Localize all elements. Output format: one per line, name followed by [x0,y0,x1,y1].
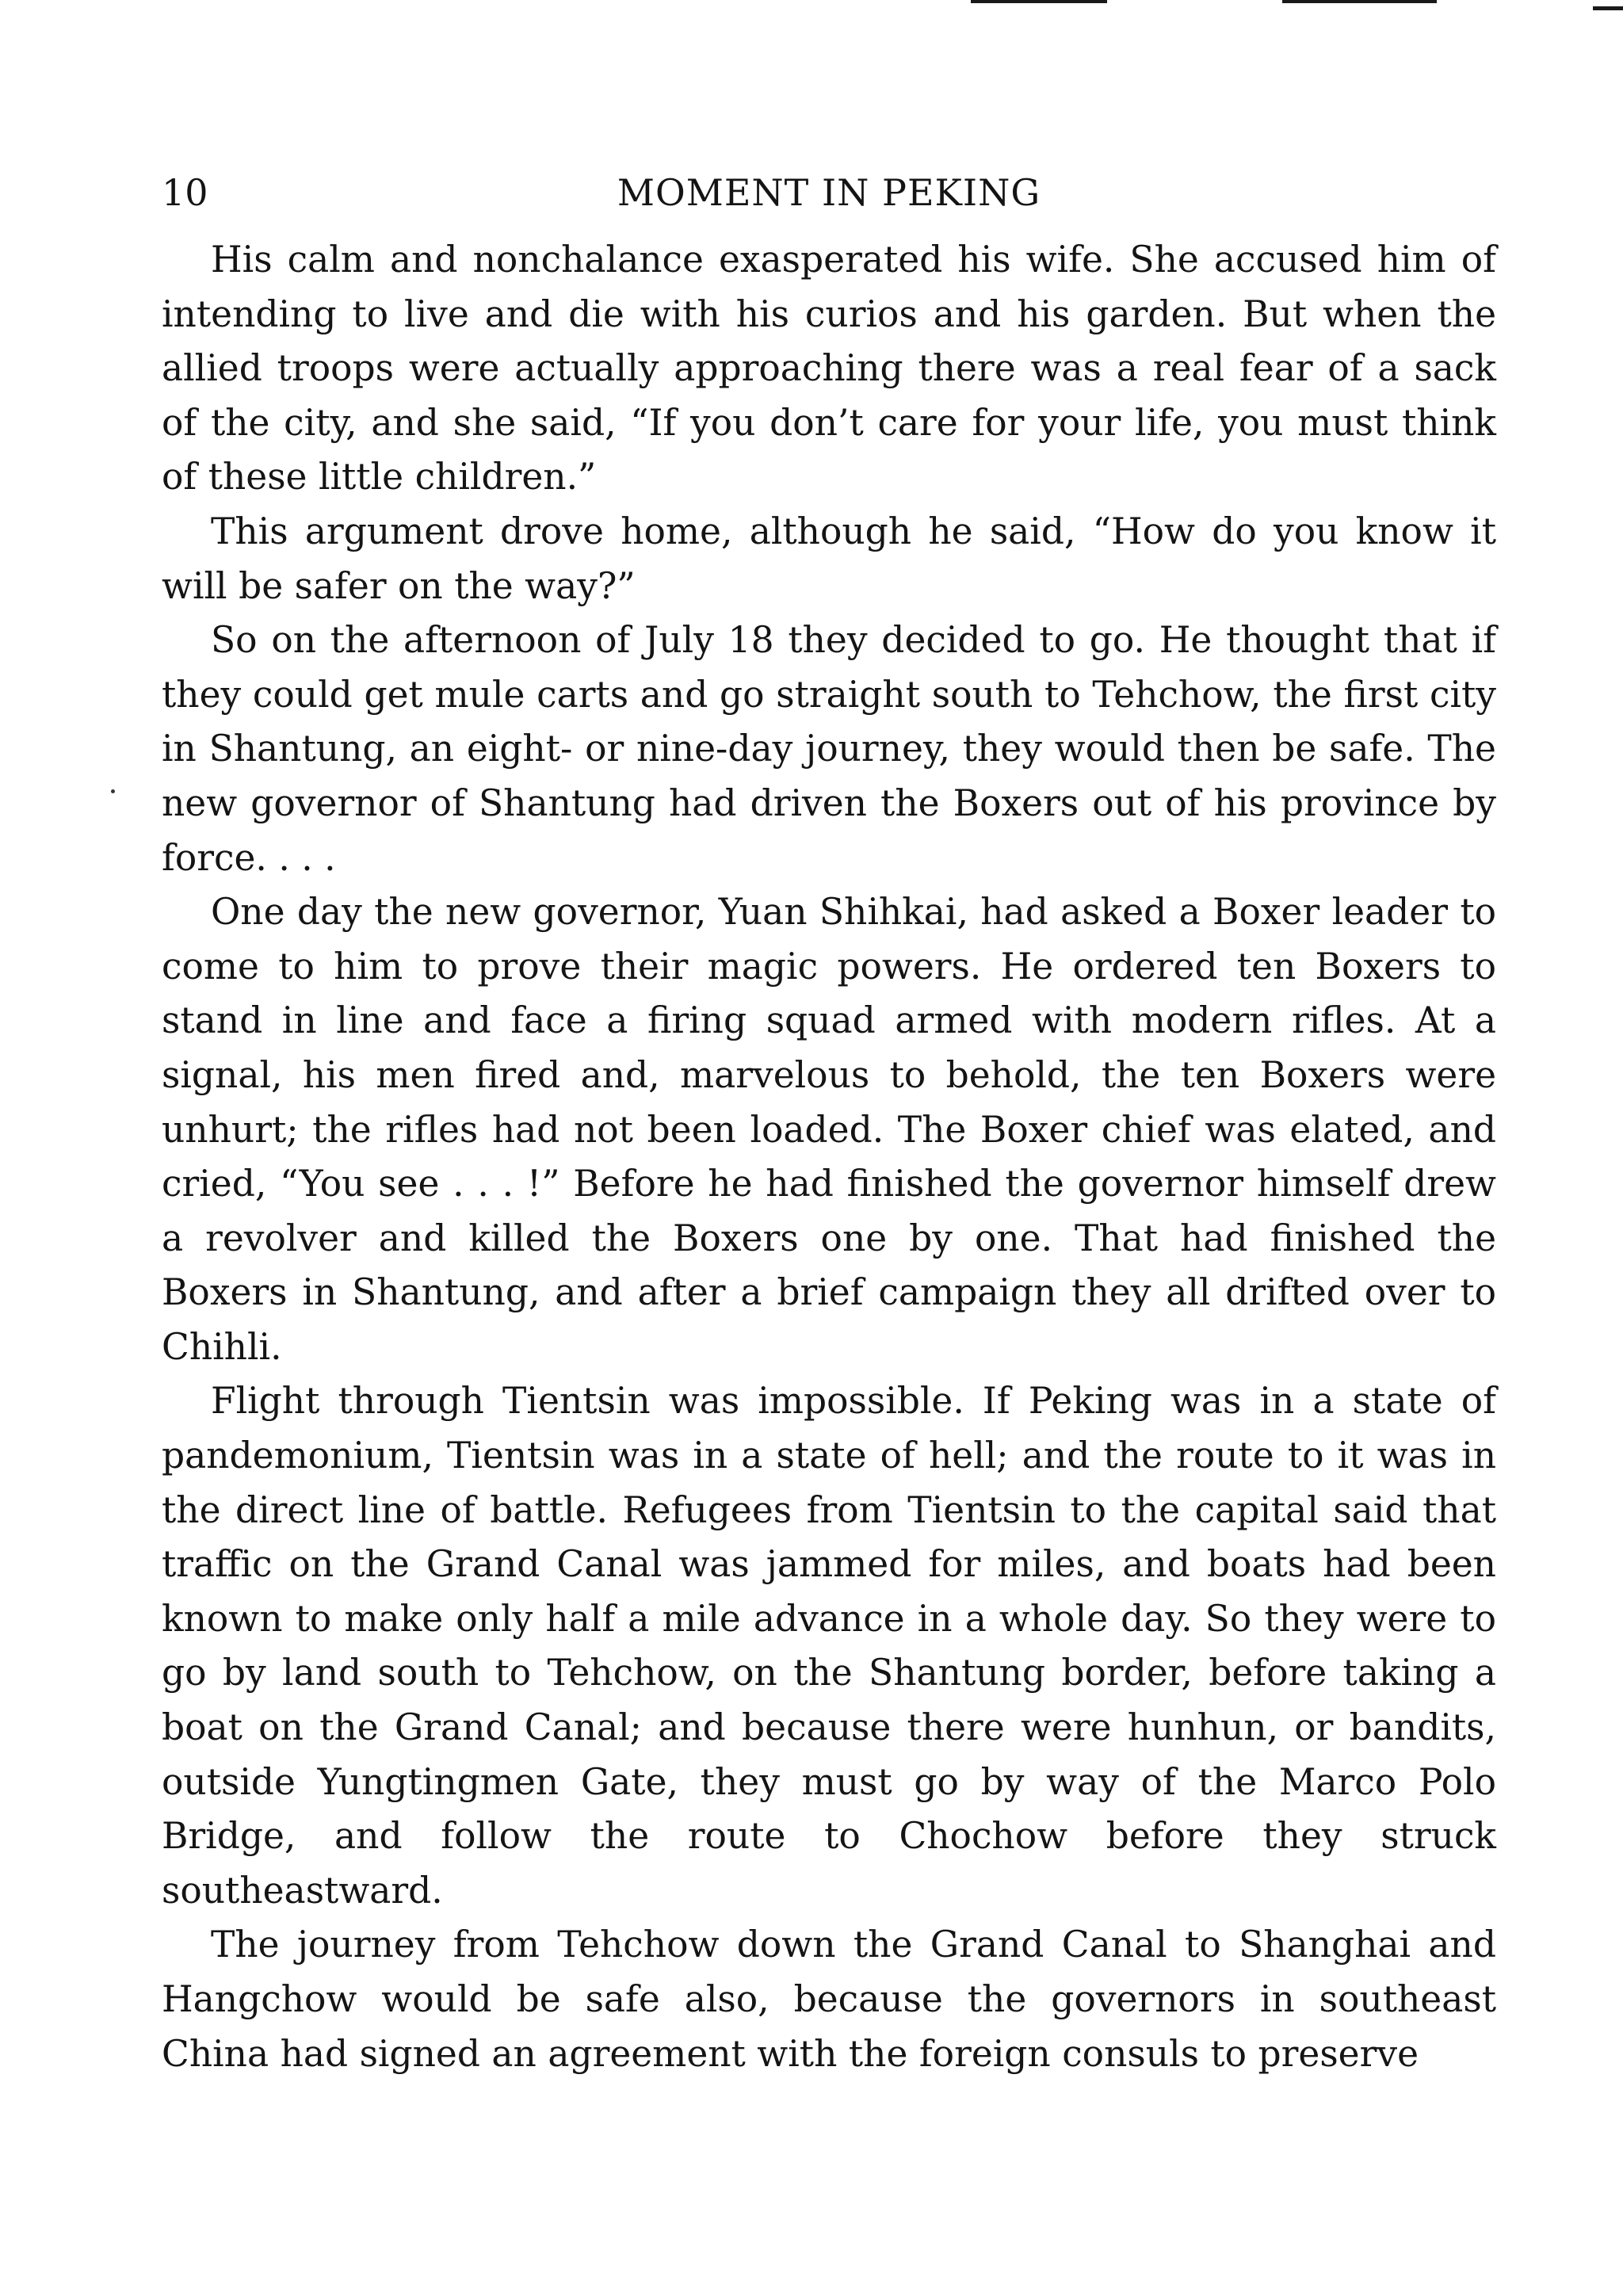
paragraph: The journey from Tehchow down the Grand Canal to Shanghai and Hangchow would be safe also, because the governors in southeast China had signed an agreement with the foreign consuls to preserve [162,1924,1496,2075]
page-number: 10 [162,171,208,214]
stray-ink-dot [111,789,115,793]
paragraph: So on the afternoon of July 18 they decided to go. He thought that if they could get mule carts and go straight south to Tehchow, the first city in Shantung, an eight- or nine-day journey, they would then be safe. The new governor of Shantung had driven the Boxers out of his province by force. . . . [162,619,1496,879]
scan-edge-rule [1593,6,1623,10]
book-page [162,157,1496,2081]
scan-edge-rule [971,0,1107,3]
paragraph: This argument drove home, although he said, “How do you know it will be safer on the way?” [162,510,1496,607]
paragraph: One day the new governor, Yuan Shihkai, had asked a Boxer leader to come to him to prove their magic powers. He ordered ten Boxers to stand in line and face a firing squad armed with modern rifles. At a signal, his men fired and, marvelous to behold, the ten Boxers were unhurt; the rifles had not been loaded. The Boxer chief was elated, and cried, “You see . . . !” Before he had finished the governor himself drew a revolver and killed the Boxers one by one. That had finished the Boxers in Shantung, and after a brief campaign they all drifted over to Chihli. [162,891,1496,1368]
running-head [162,157,1496,233]
scan-edge-rule [1282,0,1437,3]
paragraph: Flight through Tientsin was impossible. If Peking was in a state of pandemonium, Tientsin was in a state of hell; and the route to it was in the direct line of battle. Refugees from Tientsin to the capital said that traffic on the Grand Canal was jammed for miles, and boats had been known to make only half a mile advance in a whole day. So they were to go by land south to Tehchow, on the Shantung border, before taking a boat on the Grand Canal; and because there were hunhun, or bandits, outside Yungtingmen Gate, they must go by way of the Marco Polo Bridge, and follow the route to Chochow before they struck southeastward. [162,1380,1496,1912]
paragraph: His calm and nonchalance exasperated his wife. She accused him of intending to live and die with his curios and his garden. But when the allied troops were actually approaching there was a real fear of a sack of the city, and she said, “If you don’t care for your life, you must think of these little children.” [162,239,1496,499]
book-title: MOMENT IN PEKING [617,171,1041,214]
body-text [162,233,1496,2081]
